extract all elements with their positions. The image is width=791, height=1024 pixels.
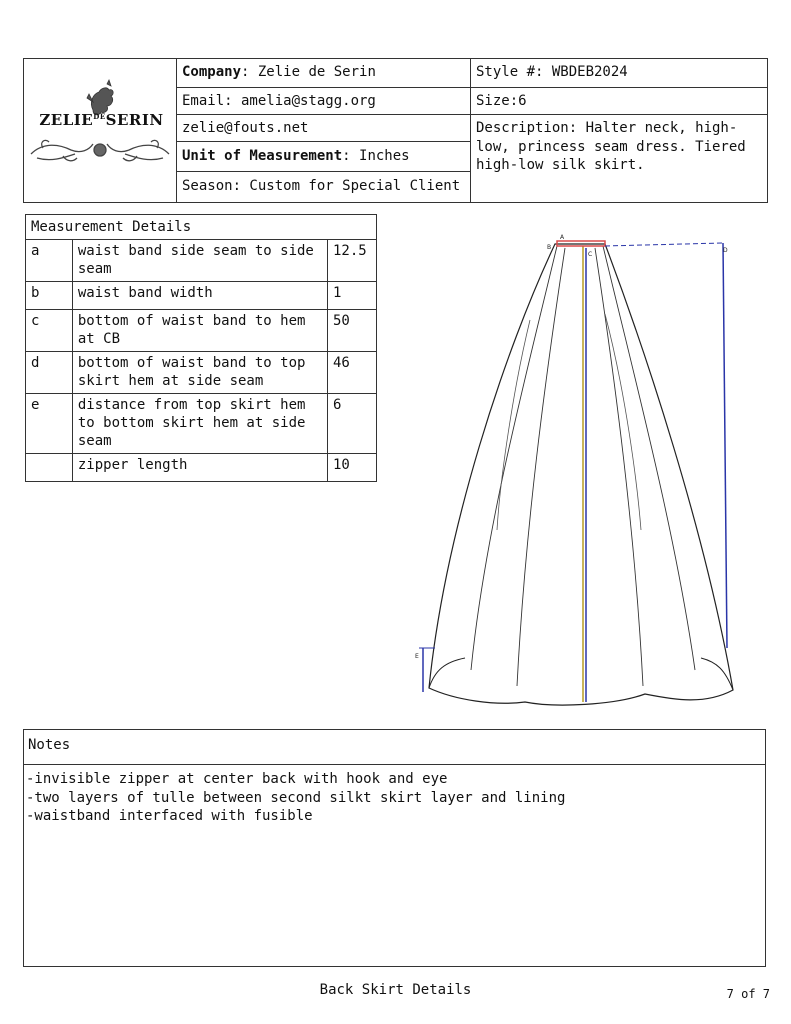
- measurement-value: 10: [328, 454, 377, 482]
- uom-label: Unit of Measurement: [182, 148, 343, 164]
- email-cell-2: [177, 115, 471, 142]
- company-label: Company: [182, 64, 242, 80]
- company-value: : Zelie de Serin: [241, 64, 376, 80]
- table-row: [26, 394, 377, 454]
- measurement-key: a: [26, 240, 73, 282]
- measurement-key: c: [26, 310, 73, 352]
- scroll-ornament-icon: [31, 140, 169, 160]
- table-row: [26, 454, 377, 482]
- logo-cell: [23, 58, 177, 203]
- measure-line-d: [605, 243, 723, 246]
- season-value: Season: Custom for Special Client: [182, 178, 461, 194]
- measurement-value: 6: [328, 394, 377, 454]
- measurement-key: b: [26, 282, 73, 310]
- uom-cell: [177, 142, 471, 172]
- measurement-value: 46: [328, 352, 377, 394]
- measurement-desc: waist band side seam to side seam: [72, 240, 327, 282]
- description-cell: [471, 115, 768, 203]
- season-cell: [177, 172, 471, 203]
- email-value-1: Email: amelia@stagg.org: [182, 93, 376, 109]
- griffin-icon: [87, 80, 113, 115]
- company-cell: [177, 58, 471, 88]
- measurement-title-row: [26, 215, 377, 240]
- description-value: Description: Halter neck, high-low, princess seam dress. Tiered high-low silk skirt.: [476, 120, 746, 173]
- measurement-desc: bottom of waist band to top skirt hem at side seam: [72, 352, 327, 394]
- table-row: [26, 310, 377, 352]
- email-cell: [177, 88, 471, 115]
- measurement-desc: zipper length: [72, 454, 327, 482]
- skirt-sketch: [405, 230, 750, 710]
- measurement-key: e: [26, 394, 73, 454]
- uom-value: : Inches: [342, 148, 410, 164]
- measurement-title: Measurement Details: [26, 215, 377, 240]
- page-number: 7 of 7: [726, 987, 770, 1001]
- measurement-value: 50: [328, 310, 377, 352]
- measurement-key: d: [26, 352, 73, 394]
- note-line: -waistband interfaced with fusible: [26, 808, 313, 824]
- measurement-desc: bottom of waist band to hem at CB: [72, 310, 327, 352]
- size-cell: [471, 88, 768, 115]
- notes-body: [26, 770, 762, 826]
- label-a: A: [560, 234, 565, 241]
- measurement-desc: distance from top skirt hem to bottom skirt hem at side seam: [72, 394, 327, 454]
- label-d: D: [723, 247, 728, 254]
- logo-wordmark: $ZELIE^{DE}SERIN$: [39, 111, 164, 129]
- notes-title: [23, 729, 766, 765]
- notes-title-text: Notes: [28, 737, 71, 753]
- measurement-value: 12.5: [328, 240, 377, 282]
- measurement-table: [25, 214, 377, 482]
- logo-emblem: [23, 58, 177, 203]
- label-e: E: [415, 653, 419, 660]
- measurement-desc: waist band width: [72, 282, 327, 310]
- note-line: -two layers of tulle between second silkt skirt layer and lining: [26, 789, 566, 806]
- email-value-2: zelie@fouts.net: [182, 120, 309, 136]
- table-row: [26, 352, 377, 394]
- measurement-key: [26, 454, 73, 482]
- size-value: Size:6: [476, 93, 527, 109]
- style-number: Style #: WBDEB2024: [476, 64, 628, 80]
- table-row: [26, 282, 377, 310]
- measurement-value: 1: [328, 282, 377, 310]
- label-b: B: [547, 244, 552, 251]
- style-cell: [471, 58, 768, 88]
- note-line: -invisible zipper at center back with hook and eye: [26, 771, 448, 787]
- footer-caption: Back Skirt Details: [319, 982, 472, 998]
- label-c: C: [588, 251, 593, 258]
- table-row: [26, 240, 377, 282]
